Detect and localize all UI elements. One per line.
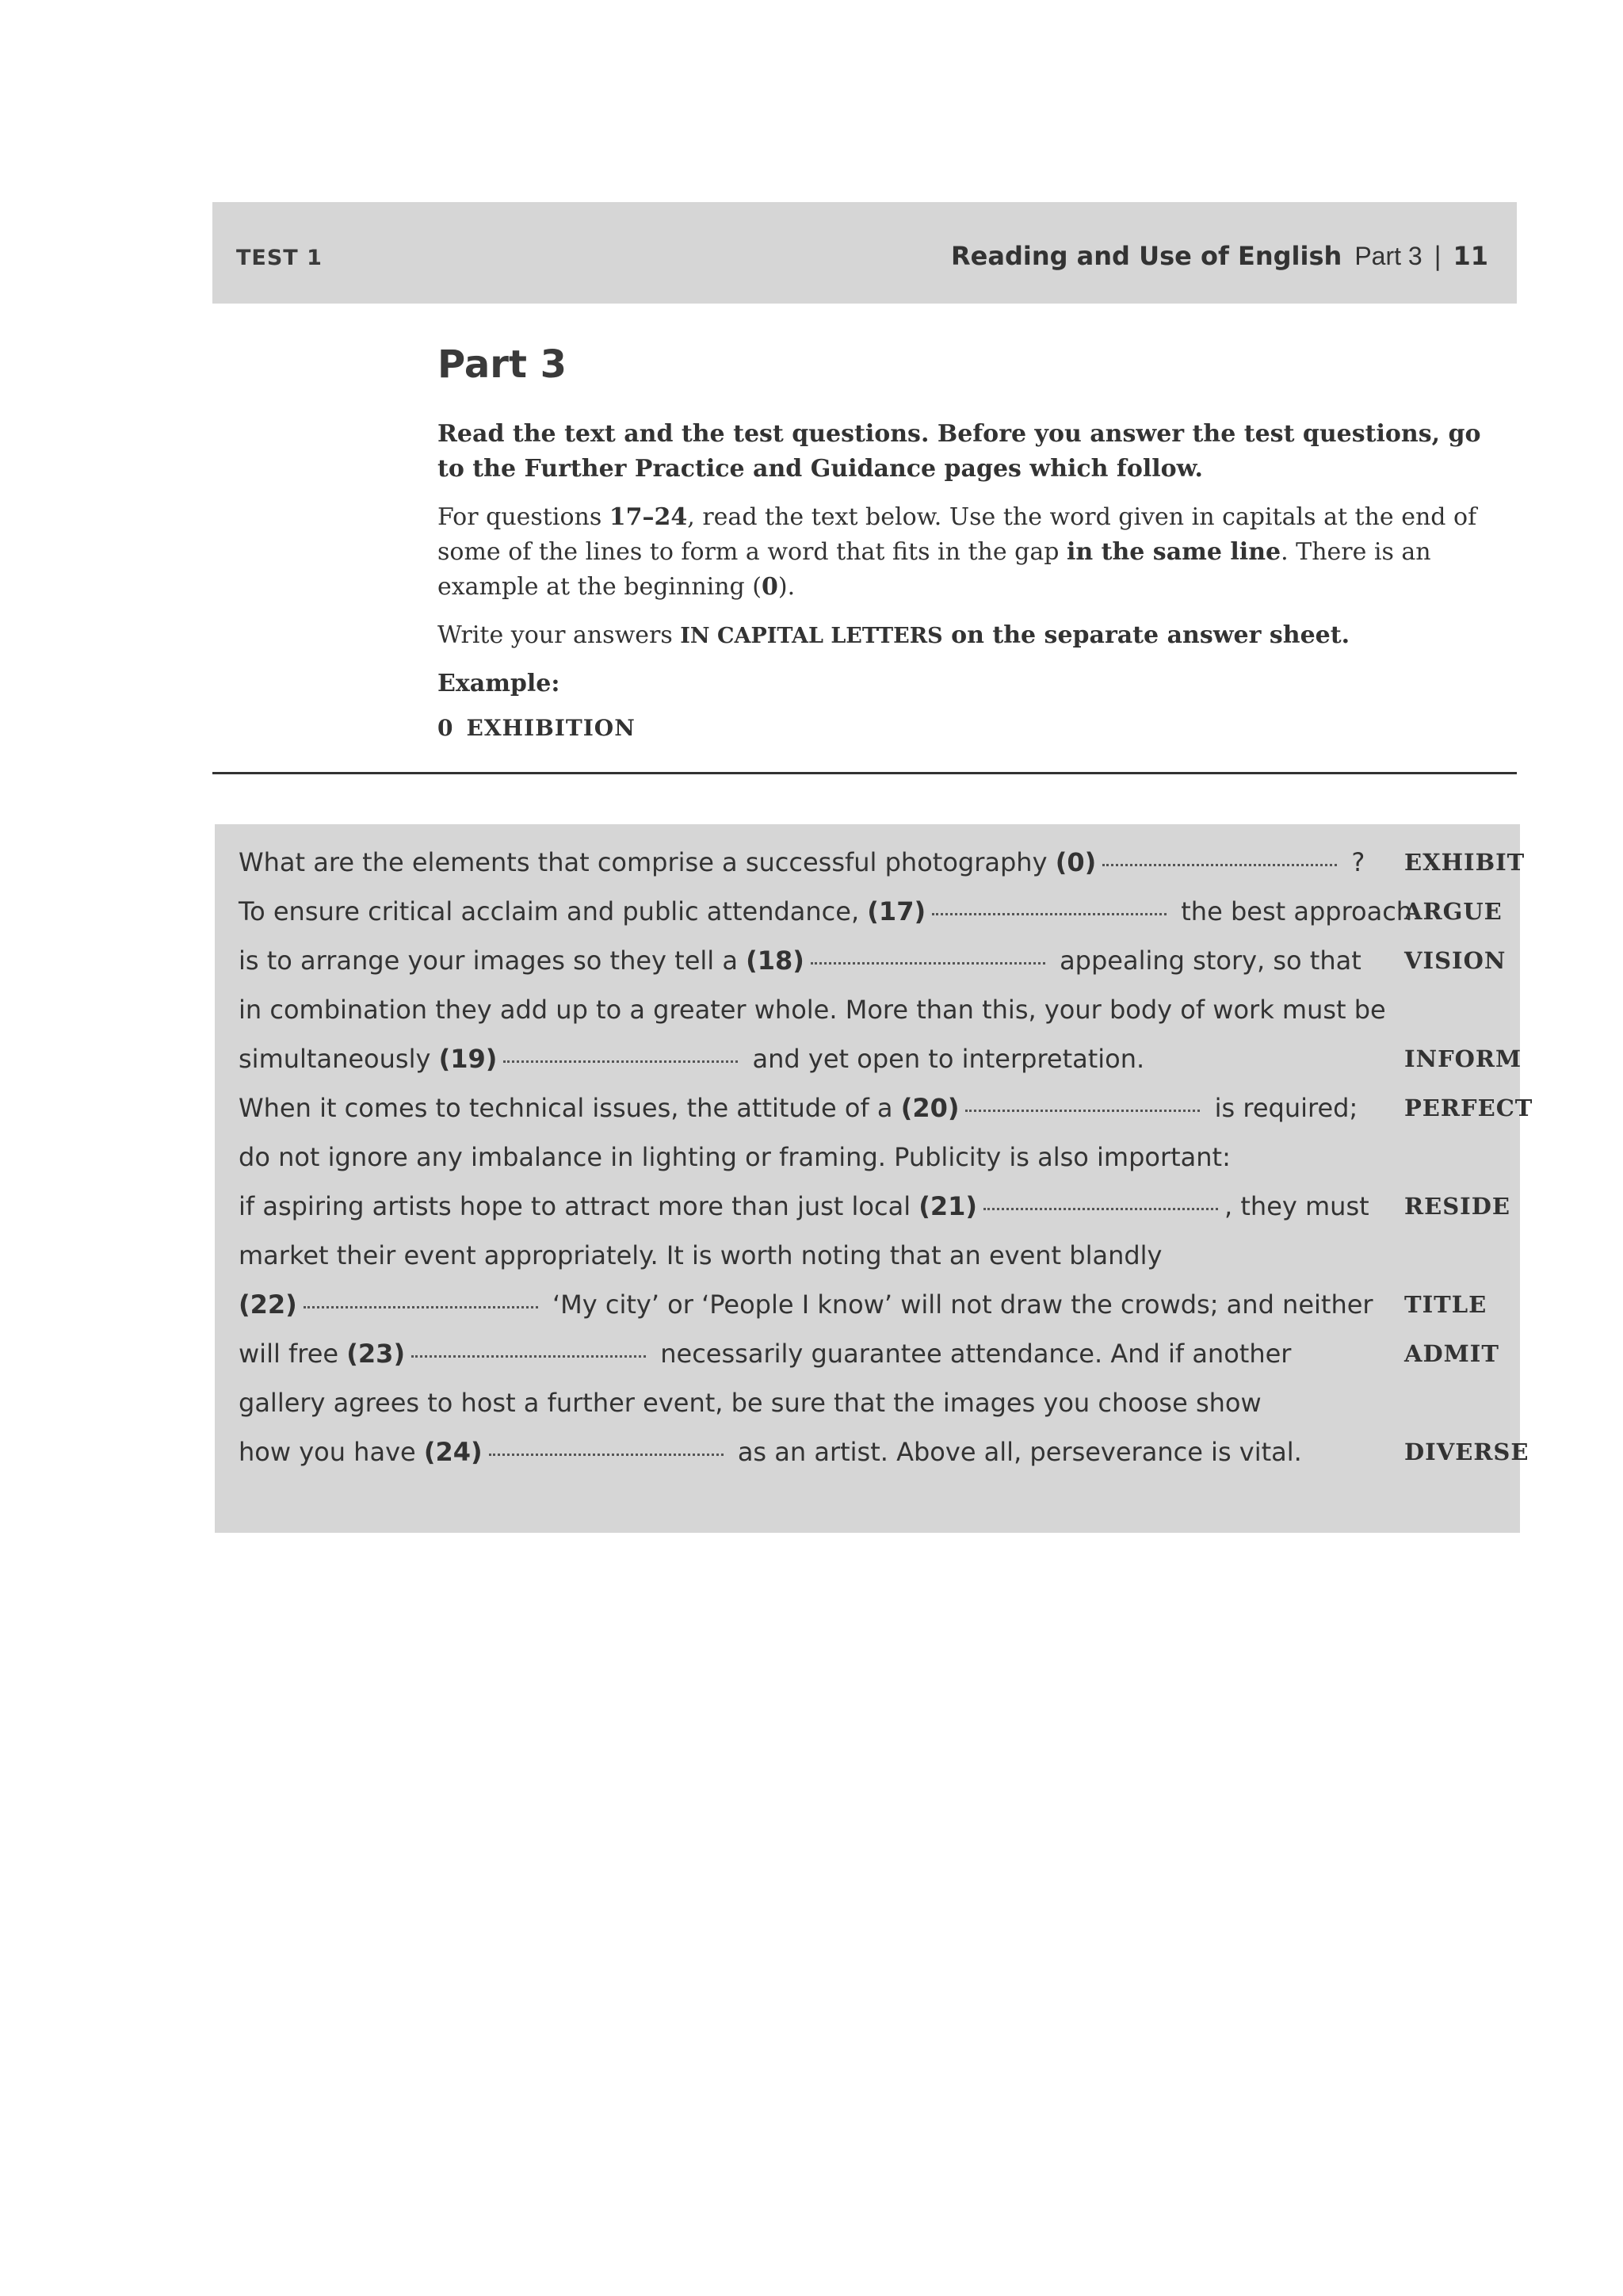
emphasis: in the same line — [1066, 538, 1281, 566]
text-before-gap: how you have — [239, 1437, 424, 1467]
stem-word: RESIDE — [1404, 1193, 1510, 1220]
text-line — [239, 1280, 1491, 1329]
answer-gap[interactable] — [1102, 864, 1337, 866]
text-before-gap: simultaneously — [239, 1044, 439, 1074]
stem-word: ARGUE — [1404, 898, 1503, 925]
text-span: , read the text below. Use the word given in capitals at the end of some of the lines to form a word that fits in the gap — [437, 503, 1477, 566]
example-label: Example: — [437, 670, 560, 697]
line-text — [239, 1133, 1231, 1182]
gap-number: (0) — [1055, 847, 1097, 877]
questions-instruction — [437, 500, 1515, 605]
line-text — [239, 1280, 1373, 1329]
example-number: 0 — [437, 715, 454, 741]
test-label: TEST 1 — [236, 245, 323, 270]
answer-gap[interactable] — [304, 1306, 538, 1308]
gap-number: (21) — [918, 1191, 978, 1221]
text-before-gap: gallery agrees to host a further event, be sure that the images you choose show — [239, 1388, 1262, 1418]
text-span: . There is an example at the beginning ( — [437, 538, 1431, 601]
gap-number: (24) — [423, 1437, 483, 1467]
text-span: For questions — [437, 503, 609, 531]
answer-gap[interactable] — [489, 1454, 724, 1456]
line-text — [239, 1231, 1162, 1280]
example-answer — [437, 715, 1515, 741]
question-range: 17–24 — [609, 503, 688, 531]
answer-gap[interactable] — [965, 1110, 1200, 1112]
text-after-gap: is required; — [1206, 1093, 1358, 1123]
gap-number: (20) — [900, 1093, 960, 1123]
text-before-gap: When it comes to technical issues, the attitude of a — [239, 1093, 901, 1123]
page-header — [212, 202, 1517, 304]
text-line — [239, 1182, 1510, 1231]
text-after-gap: as an artist. Above all, perseverance is vital. — [729, 1437, 1302, 1467]
stem-word: EXHIBIT — [1404, 849, 1526, 876]
text-line — [239, 1329, 1499, 1378]
gap-number: (18) — [746, 946, 804, 976]
gap-number: (17) — [867, 896, 926, 926]
line-text — [239, 1083, 1358, 1133]
stem-word: VISION — [1404, 947, 1507, 974]
text-after-gap: , they must — [1224, 1191, 1369, 1221]
part-label: Part 3 — [1354, 242, 1423, 270]
section-title: Reading and Use of English — [951, 241, 1342, 271]
stem-word: PERFECT — [1404, 1095, 1533, 1121]
text-after-gap: ‘My city’ or ‘People I know’ will not draw the crowds; and neither — [544, 1289, 1373, 1320]
gap-number: (23) — [346, 1339, 406, 1369]
text-before-gap: if aspiring artists hope to attract more than just local — [239, 1191, 919, 1221]
answer-gap[interactable] — [932, 913, 1167, 915]
text-after-gap: appealing story, so that — [1051, 946, 1361, 976]
capitals-emphasis: IN CAPITAL LETTERS — [680, 624, 943, 648]
instructions-block — [437, 342, 1515, 741]
text-span: ). — [777, 573, 796, 601]
intro-instruction: Read the text and the test questions. Before you answer the test questions, go to the Further Practice and Guidance pages which follow. — [437, 420, 1481, 483]
answer-sheet-emphasis: on the separate answer sheet. — [942, 621, 1350, 649]
text-line — [239, 838, 1526, 887]
text-before-gap: do not ignore any imbalance in lighting or framing. Publicity is also important: — [239, 1142, 1231, 1172]
line-text — [239, 1427, 1302, 1477]
stem-word: TITLE — [1404, 1291, 1487, 1318]
stem-word: DIVERSE — [1404, 1438, 1529, 1465]
text-before-gap: What are the elements that comprise a successful photography — [239, 847, 1056, 877]
answer-gap[interactable] — [503, 1060, 738, 1063]
stem-word: INFORM — [1404, 1045, 1522, 1072]
header-separator: | — [1433, 241, 1442, 271]
example-ref: 0 — [762, 573, 778, 601]
page-number: 11 — [1453, 241, 1488, 271]
text-after-gap: the best approach — [1173, 896, 1413, 926]
line-text — [239, 985, 1386, 1034]
text-after-gap: ? — [1343, 847, 1365, 877]
text-line — [239, 1034, 1522, 1083]
example-word: EXHIBITION — [466, 715, 636, 741]
text-line — [239, 1231, 1491, 1280]
text-line — [239, 1378, 1491, 1427]
text-before-gap: will free — [239, 1339, 347, 1369]
line-text — [239, 1034, 1144, 1083]
answer-gap[interactable] — [983, 1208, 1218, 1210]
line-text — [239, 838, 1365, 887]
text-line — [239, 1083, 1533, 1133]
gapped-text-box — [215, 824, 1533, 1533]
answer-instruction — [437, 618, 1515, 654]
text-span: Write your answers — [437, 621, 681, 649]
answer-gap[interactable] — [411, 1355, 646, 1358]
line-text — [239, 936, 1361, 985]
line-text — [239, 887, 1412, 936]
text-before-gap: market their event appropriately. It is worth noting that an event blandly — [239, 1240, 1163, 1270]
text-after-gap: and yet open to interpretation. — [744, 1044, 1145, 1074]
text-line — [239, 1133, 1491, 1182]
text-line — [239, 936, 1507, 985]
header-right — [951, 241, 1488, 271]
gap-number: (19) — [438, 1044, 498, 1074]
section-divider — [212, 772, 1517, 774]
line-text — [239, 1378, 1262, 1427]
line-text — [239, 1329, 1291, 1378]
line-text — [239, 1182, 1369, 1231]
gap-number: (22) — [239, 1289, 297, 1320]
answer-gap[interactable] — [811, 962, 1045, 965]
text-line — [239, 1427, 1529, 1477]
text-line — [239, 985, 1491, 1034]
text-before-gap: To ensure critical acclaim and public attendance, — [239, 896, 868, 926]
text-line — [239, 887, 1503, 936]
text-before-gap: in combination they add up to a greater whole. More than this, your body of work must be — [239, 995, 1386, 1025]
text-before-gap: is to arrange your images so they tell a — [239, 946, 747, 976]
text-after-gap: necessarily guarantee attendance. And if another — [652, 1339, 1292, 1369]
part-title: Part 3 — [437, 342, 567, 387]
stem-word: ADMIT — [1404, 1340, 1499, 1367]
